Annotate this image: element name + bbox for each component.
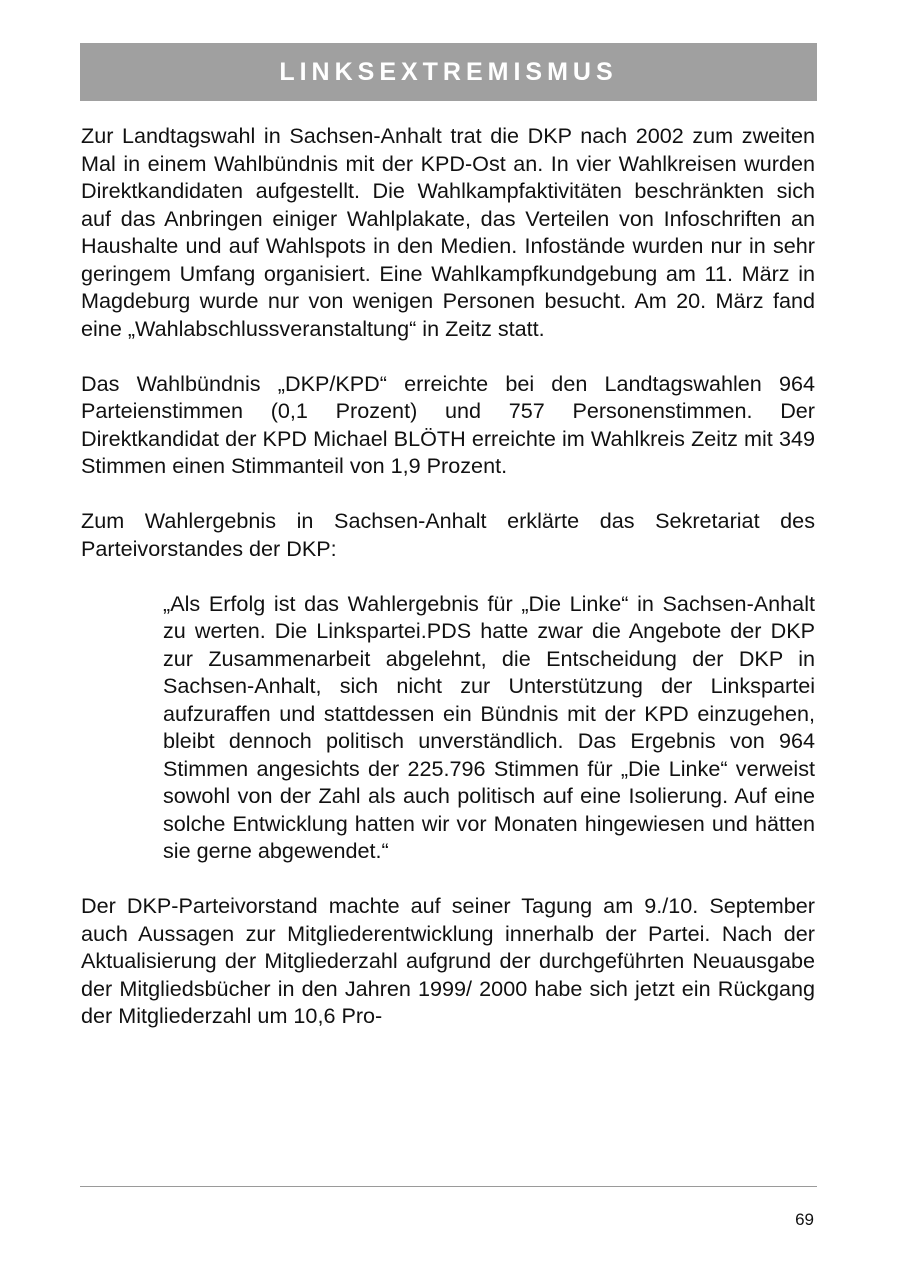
footer-divider	[80, 1186, 817, 1187]
page-number: 69	[795, 1210, 814, 1229]
paragraph-membership: Der DKP-Parteivorstand machte auf seiner Tagung am 9./10. September auch Aussagen zur Mitgliederentwicklung innerhalb der Partei. Nach der Aktualisierung der Mitgliederzahl aufgrund der durchgeführten Neuausgabe der Mitgliedsbücher in den Jahren 1999/ 2000 habe sich jetzt ein Rückgang der Mitgliederzahl um 10,6 Pro-	[81, 893, 815, 1028]
section-title: LINKSEXTREMISMUS	[279, 57, 618, 86]
body-text	[81, 122, 815, 1057]
section-header-bar	[80, 43, 817, 101]
paragraph-election-campaign: Zur Landtagswahl in Sachsen-Anhalt trat die DKP nach 2002 zum zweiten Mal in einem Wahlbündnis mit der KPD-Ost an. In vier Wahlkreisen wurden Direktkandidaten aufgestellt. Die Wahlkampfaktivitäten beschränkten sich auf das Anbringen einiger Wahlplakate, das Verteilen von Infoschriften an Haushalte und auf Wahlspots in den Medien. Infostände wurden nur in sehr geringem Umfang organisiert. Eine Wahlkampfkundgebung am 11. März in Magdeburg wurde nur von wenigen Personen besucht. Am 20. März fand eine „Wahlabschlussveranstaltung“ in Zeitz statt.	[81, 123, 815, 341]
paragraph-election-results: Das Wahlbündnis „DKP/KPD“ erreichte bei den Landtagswahlen 964 Parteienstimmen (0,1 Prozent) und 757 Personenstimmen. Der Direktkandidat der KPD Michael BLÖTH erreichte im Wahlkreis Zeitz mit 349 Stimmen einen Stimmanteil von 1,9 Prozent.	[81, 370, 815, 478]
block-quote: „Als Erfolg ist das Wahlergebnis für „Die Linke“ in Sachsen-Anhalt zu werten. Die Linkspartei.PDS hatte zwar die Angebote der DKP zur Zusammenarbeit abgelehnt, die Entscheidung der DKP in Sachsen-Anhalt, sich nicht zur Unterstützung der Linkspartei aufzuraffen und stattdessen ein Bündnis mit der KPD einzugehen, bleibt dennoch politisch unverständlich. Das Ergebnis von 964 Stimmen angesichts der 225.796 Stimmen für „Die Linke“ verweist sowohl von der Zahl als auch politisch auf eine Isolierung. Auf eine solche Entwicklung hatten wir vor Monaten hingewiesen und hätten sie gerne abgewendet.“	[163, 590, 815, 863]
paragraph-statement-intro: Zum Wahlergebnis in Sachsen-Anhalt erklärte das Sekretariat des Parteivorstandes der DKP:	[81, 508, 815, 561]
